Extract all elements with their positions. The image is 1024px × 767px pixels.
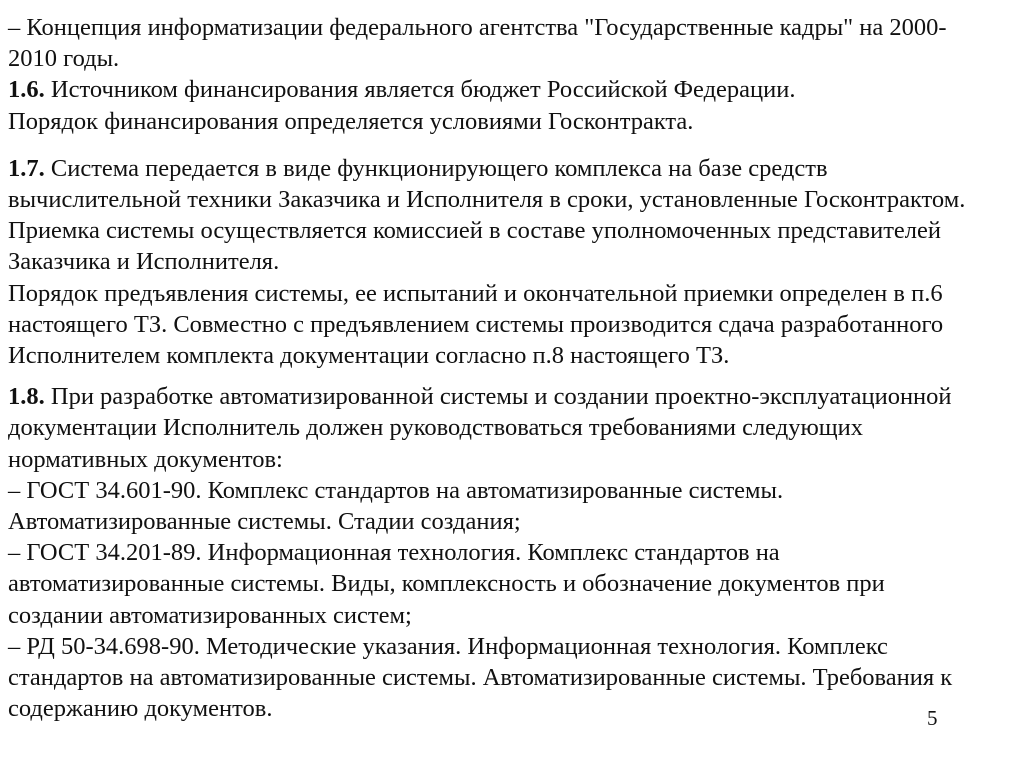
slide-content xyxy=(8,12,1016,724)
text-line: Исполнителем комплекта документации согласно п.8 настоящего ТЗ. xyxy=(8,342,730,370)
text-line: Заказчика и Исполнителя. xyxy=(8,248,280,276)
paragraph-number: 1.7. xyxy=(8,154,45,182)
paragraph-number: 1.6. xyxy=(8,76,45,104)
text-line: нормативных документов: xyxy=(8,445,283,473)
text-line: 2010 годы. xyxy=(8,45,120,73)
text-line: стандартов на автоматизированные системы. Автоматизированные системы. Требования к xyxy=(8,664,953,692)
text-line: создании автоматизированных систем; xyxy=(8,601,412,629)
paragraph-first-line xyxy=(8,74,1016,105)
text-line: содержанию документов. xyxy=(8,695,273,723)
spacer xyxy=(8,137,1016,153)
text-line: документации Исполнитель должен руководствоваться требованиями следующих xyxy=(8,414,863,442)
text-line: настоящего ТЗ. Совместно с предъявлением системы производится сдача разработанного xyxy=(8,310,944,338)
spacer xyxy=(8,371,1016,381)
text-line: вычислительной техники Заказчика и Исполнителя в сроки, установленные Госконтрактом. xyxy=(8,186,966,214)
paragraph-1-7 xyxy=(8,153,1016,371)
paragraph-number: 1.8. xyxy=(8,383,45,411)
intro-paragraph xyxy=(8,12,1016,74)
paragraph-1-8 xyxy=(8,381,1016,724)
paragraph-text: Источником финансирования является бюджет Российской Федерации. xyxy=(44,76,796,104)
page-number: 5 xyxy=(927,706,938,730)
text-line: – Концепция информатизации федерального агентства "Государственные кадры" на 2000- xyxy=(8,14,947,41)
text-line: Порядок финансирования определяется условиями Госконтракта. xyxy=(8,107,694,135)
paragraph-text: При разработке автоматизированной системы и создании проектно-эксплуатационной xyxy=(44,383,952,411)
text-line: Порядок предъявления системы, ее испытаний и окончательной приемки определен в п.6 xyxy=(8,279,943,307)
paragraph-text: Система передается в виде функционирующего комплекса на базе средств xyxy=(44,154,828,182)
paragraph-first-line xyxy=(8,153,1016,184)
paragraph-first-line xyxy=(8,381,1016,412)
text-line: – ГОСТ 34.201-89. Информационная технология. Комплекс стандартов на xyxy=(8,539,780,567)
text-line: Автоматизированные системы. Стадии создания; xyxy=(8,508,521,536)
paragraph-1-6 xyxy=(8,74,1016,136)
text-line: Приемка системы осуществляется комиссией в составе уполномоченных представителей xyxy=(8,217,941,245)
text-line: – ГОСТ 34.601-90. Комплекс стандартов на автоматизированные системы. xyxy=(8,476,784,504)
text-line: автоматизированные системы. Виды, комплексность и обозначение документов при xyxy=(8,570,885,598)
text-line: – РД 50-34.698-90. Методические указания. Информационная технология. Комплекс xyxy=(8,632,888,660)
